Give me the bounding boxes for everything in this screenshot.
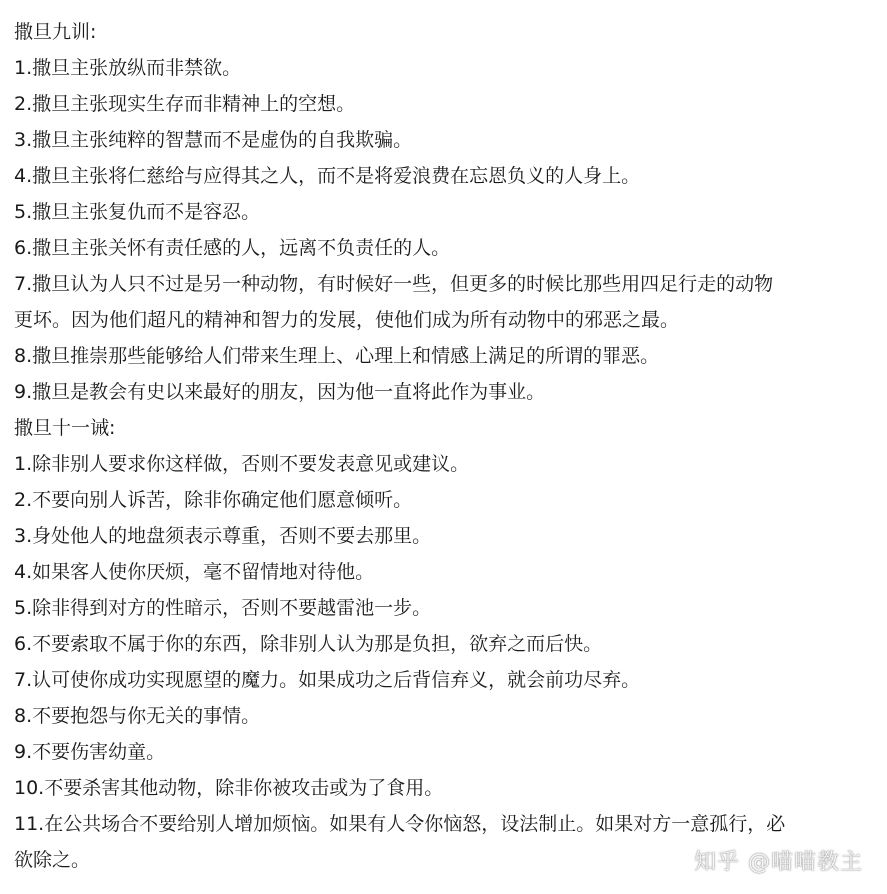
nine-rule-6: 6.撒旦主张关怀有责任感的人，远离不负责任的人。 (14, 237, 451, 259)
nine-rule-7-cont: 更坏。因为他们超凡的精神和智力的发展，使他们成为所有动物中的邪恶之最。 (14, 309, 680, 331)
nine-rule-7: 7.撒旦认为人只不过是另一种动物，有时候好一些，但更多的时候比那些用四足行走的动物 (14, 273, 774, 295)
nine-rule-8: 8.撒旦推崇那些能够给人们带来生理上、心理上和情感上满足的所谓的罪恶。 (14, 345, 660, 367)
eleven-rule-11: 11.在公共场合不要给别人增加烦恼。如果有人令你恼怒，设法制止。如果对方一意孤行，必 (14, 813, 786, 835)
nine-rule-1: 1.撒旦主张放纵而非禁欲。 (14, 57, 242, 79)
eleven-rule-6: 6.不要索取不属于你的东西，除非别人认为那是负担，欲弃之而后快。 (14, 633, 603, 655)
eleven-rule-4: 4.如果客人使你厌烦，毫不留情地对待他。 (14, 561, 375, 583)
eleven-rule-1: 1.除非别人要求你这样做，否则不要发表意见或建议。 (14, 453, 470, 475)
eleven-rule-5: 5.除非得到对方的性暗示，否则不要越雷池一步。 (14, 597, 432, 619)
eleven-rules-title: 撒旦十一诫: (14, 417, 116, 439)
zhihu-watermark: 知乎 @喵喵教主 (694, 850, 863, 875)
eleven-rule-8: 8.不要抱怨与你无关的事情。 (14, 705, 261, 727)
nine-rule-4: 4.撒旦主张将仁慈给与应得其之人，而不是将爱浪费在忘恩负义的人身上。 (14, 165, 641, 187)
eleven-rule-2: 2.不要向别人诉苦，除非你确定他们愿意倾听。 (14, 489, 413, 511)
eleven-rule-10: 10.不要杀害其他动物，除非你被攻击或为了食用。 (14, 777, 444, 799)
nine-rule-9: 9.撒旦是教会有史以来最好的朋友，因为他一直将此作为事业。 (14, 381, 546, 403)
eleven-rule-11-cont: 欲除之。 (14, 849, 91, 871)
eleven-rule-7: 7.认可使你成功实现愿望的魔力。如果成功之后背信弃义，就会前功尽弃。 (14, 669, 641, 691)
nine-rules-title: 撒旦九训: (14, 21, 97, 43)
nine-rule-3: 3.撒旦主张纯粹的智慧而不是虚伪的自我欺骗。 (14, 129, 413, 151)
eleven-rule-3: 3.身处他人的地盘须表示尊重，否则不要去那里。 (14, 525, 432, 547)
eleven-rule-9: 9.不要伤害幼童。 (14, 741, 166, 763)
nine-rule-2: 2.撒旦主张现实生存而非精神上的空想。 (14, 93, 356, 115)
document-body (14, 14, 876, 878)
nine-rule-5: 5.撒旦主张复仇而不是容忍。 (14, 201, 261, 223)
